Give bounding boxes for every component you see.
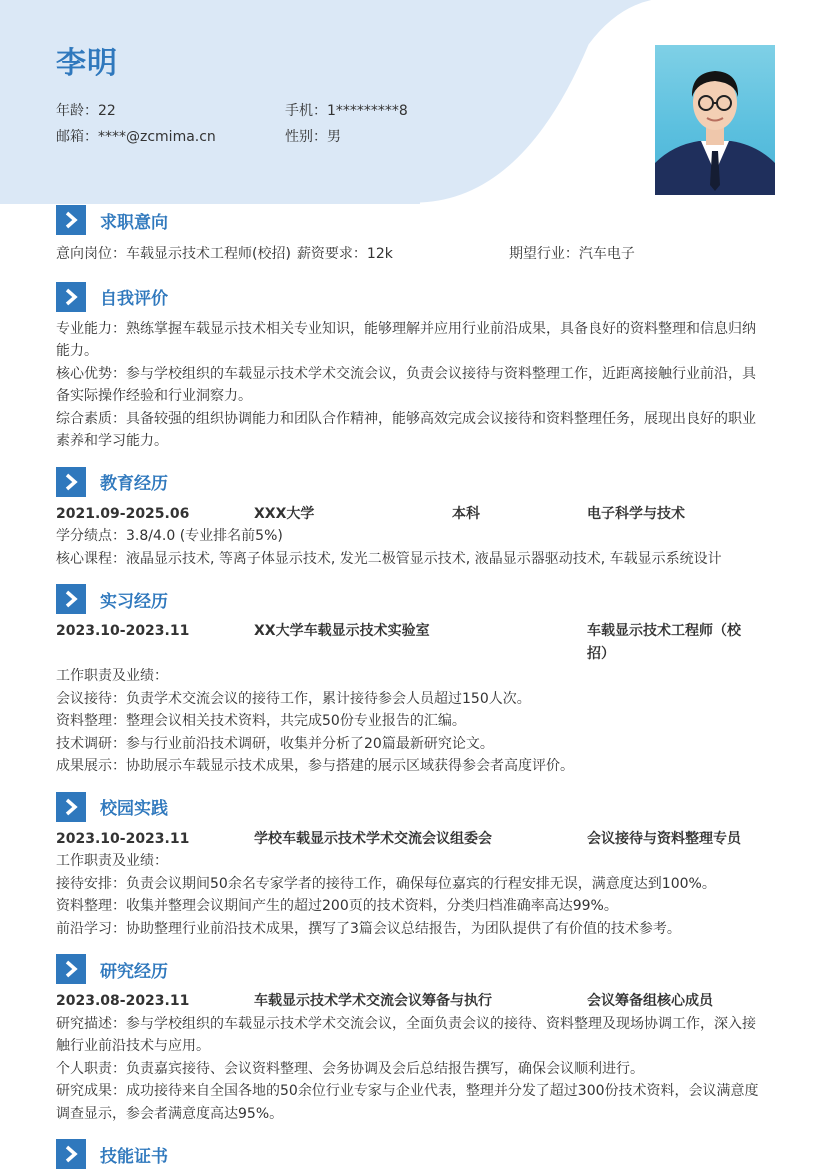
internship-subtitle: 工作职责及业绩： xyxy=(56,668,168,684)
campus-date: 2023.10-2023.11 xyxy=(56,830,190,847)
campus-org: 学校车载显示技术学术交流会议组委会 xyxy=(254,830,492,847)
phone-field: 手机：1*********8 xyxy=(285,103,408,119)
age-field: 年龄：22 xyxy=(56,103,116,119)
campus-line: 接待安排：负责会议期间50余名专家学者的接待工作，确保每位嘉宾的行程安排无误，满意度达到100%。 xyxy=(56,875,716,892)
internship-line: 会议接待：负责学术交流会议的接待工作，累计接待参会人员超过150人次。 xyxy=(56,690,531,707)
education-date: 2021.09-2025.06 xyxy=(56,505,190,522)
section-title: 实习经历 xyxy=(100,591,168,612)
section-title: 教育经历 xyxy=(100,474,168,494)
education-school: XXX大学 xyxy=(254,505,315,522)
internship-row xyxy=(56,620,768,665)
section-skills-header xyxy=(56,1139,768,1169)
campus-subtitle: 工作职责及业绩： xyxy=(56,853,168,869)
resume-content xyxy=(56,205,768,1169)
chevron-right-icon xyxy=(56,282,86,312)
education-row xyxy=(56,503,768,526)
section-campus-header xyxy=(56,792,768,822)
self-evaluation xyxy=(56,318,768,453)
research-project: 车载显示技术学术交流会议筹备与执行 xyxy=(254,993,492,1009)
chevron-right-icon xyxy=(56,792,86,822)
intent-position: 意向岗位：车载显示技术工程师(校招) xyxy=(56,246,291,262)
campus-line: 前沿学习：协助整理行业前沿技术成果，撰写了3篇会议总结报告，为团队提供了有价值的技术参考。 xyxy=(56,920,681,937)
intent-industry: 期望行业：汽车电子 xyxy=(508,246,635,262)
section-title: 研究经历 xyxy=(100,961,168,982)
research-line: 研究成果：成功接待来自全国各地的50余位行业专家与企业代表，整理并分发了超过300份技术资料，会议满意度调查显示，参会者满意度高达95%。 xyxy=(56,1083,759,1122)
education-gpa: 学分绩点：3.8/4.0 (专业排名前5%) xyxy=(56,528,283,544)
research-line: 个人职责：负责嘉宾接待、会议资料整理、会务协调及会后总结报告撰写，确保会议顺利进行。 xyxy=(56,1060,644,1077)
chevron-right-icon xyxy=(56,467,86,497)
section-education-header xyxy=(56,467,768,497)
intent-row xyxy=(56,243,768,266)
chevron-right-icon xyxy=(56,1139,86,1169)
chevron-right-icon xyxy=(56,205,86,235)
self-line: 核心优势：参与学校组织的车载显示技术学术交流会议，负责会议接待与资料整理工作，近距离接触行业前沿，具备实际操作经验和行业洞察力。 xyxy=(56,365,756,404)
section-title: 技能证书 xyxy=(100,1146,168,1167)
intent-salary: 薪资要求：12k xyxy=(296,246,393,262)
gender-field: 性别：男 xyxy=(285,129,341,145)
internship-org: XX大学车载显示技术实验室 xyxy=(254,623,430,639)
internship-line: 技术调研：参与行业前沿技术调研，收集并分析了20篇最新研究论文。 xyxy=(56,735,494,752)
self-line: 综合素质：具备较强的组织协调能力和团队合作精神，能够高效完成会议接待和资料整理任务，展现出良好的职业素养和学习能力。 xyxy=(56,410,756,449)
internship-role: 车载显示技术工程师（校招） xyxy=(587,623,741,662)
campus-line: 资料整理：收集并整理会议期间产生的超过200页的技术资料，分类归档准确率高达99%。 xyxy=(56,898,618,914)
section-title: 校园实践 xyxy=(100,799,168,819)
section-self-header xyxy=(56,282,768,312)
internship-line: 资料整理：整理会议相关技术资料，共完成50份专业报告的汇编。 xyxy=(56,713,466,729)
education-degree: 本科 xyxy=(452,505,480,522)
candidate-name: 李明 xyxy=(56,46,118,81)
profile-photo xyxy=(655,45,775,195)
section-internship-header xyxy=(56,584,768,614)
campus-role: 会议接待与资料整理专员 xyxy=(587,830,741,847)
education-courses: 核心课程：液晶显示技术, 等离子体显示技术, 发光二极管显示技术, 液晶显示器驱动技术, 车载显示系统设计 xyxy=(56,550,722,567)
section-research-header xyxy=(56,954,768,984)
research-role: 会议筹备组核心成员 xyxy=(587,993,713,1009)
campus-row xyxy=(56,828,768,851)
research-row xyxy=(56,990,768,1013)
research-line: 研究描述：参与学校组织的车载显示技术学术交流会议，全面负责会议的接待、资料整理及现场协调工作，深入接触行业前沿技术与应用。 xyxy=(56,1015,756,1054)
section-intent-header xyxy=(56,205,768,235)
internship-line: 成果展示：协助展示车载显示技术成果，参与搭建的展示区域获得参会者高度评价。 xyxy=(56,758,574,774)
internship-date: 2023.10-2023.11 xyxy=(56,623,190,639)
email-field: 邮箱：****@zcmima.cn xyxy=(56,129,216,145)
chevron-right-icon xyxy=(56,954,86,984)
research-date: 2023.08-2023.11 xyxy=(56,993,190,1009)
education-major: 电子科学与技术 xyxy=(587,505,685,522)
chevron-right-icon xyxy=(56,584,86,614)
section-title: 求职意向 xyxy=(100,212,168,233)
section-title: 自我评价 xyxy=(100,289,168,309)
self-line: 专业能力：熟练掌握车载显示技术相关专业知识，能够理解并应用行业前沿成果，具备良好的资料整理和信息归纳能力。 xyxy=(56,320,756,359)
